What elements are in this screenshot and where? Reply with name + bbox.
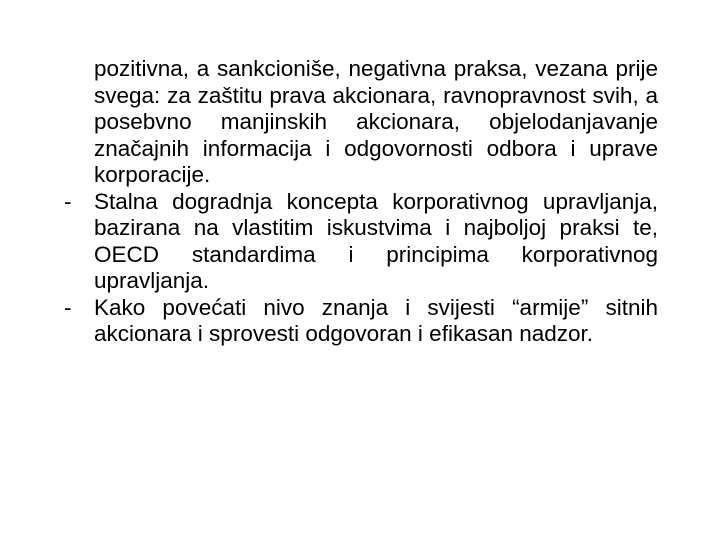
bullet-dash: - — [64, 188, 72, 214]
bullet-dash: - — [64, 294, 72, 320]
bullet-text: Kako povećati nivo znanja i svijesti “armije” sitnih akcionara i sprovesti odgovoran i efikasan nadzor. — [94, 294, 658, 346]
bullet-item — [60, 189, 658, 295]
slide-body — [60, 56, 658, 348]
bullet-item — [60, 295, 658, 348]
continuation-paragraph — [60, 56, 658, 189]
bullet-text: Stalna dogradnja koncepta korporativnog upravljanja, bazirana na vlastitim iskustvima i najboljoj praksi te, OECD standardima i principima korporativnog upravljanja. — [94, 188, 658, 293]
continuation-text: pozitivna, a sankcioniše, negativna praksa, vezana prije svega: za zaštitu prava akcionara, ravnopravnost svih, a posebvno manjinskih akcionara, objelodanjavanje značajnih informacija i odgovornosti odbora i uprave korporacije. — [94, 56, 658, 187]
